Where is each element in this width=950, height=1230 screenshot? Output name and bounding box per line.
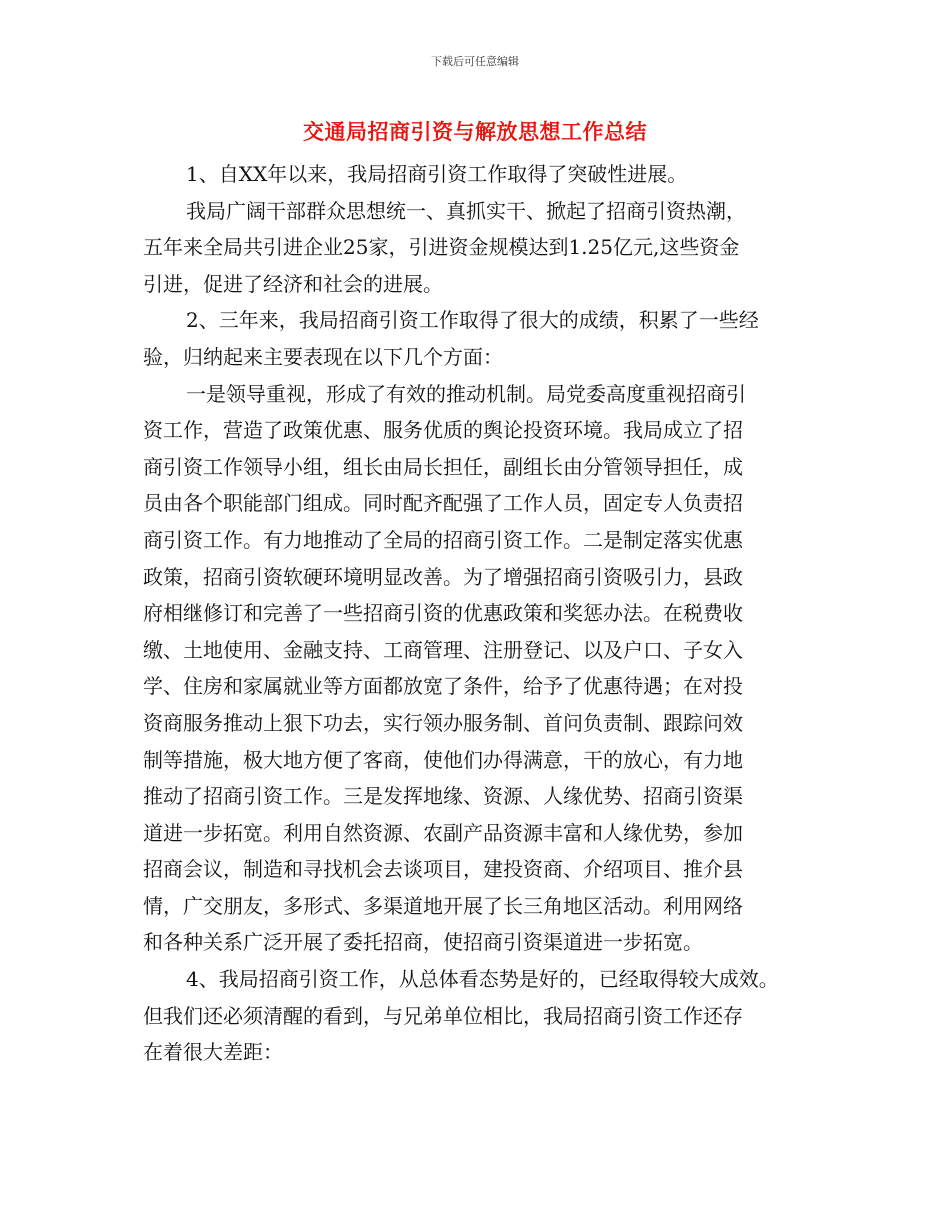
document-body [143,156,833,1071]
body-line: 制等措施，极大地方便了客商，使他们办得满意，干的放心，有力地 [143,747,743,772]
body-line: 缴、土地使用、金融支持、工商管理、注册登记、以及户口、子女入 [143,637,743,662]
body-line: 情，广交朋友，多形式、多渠道地开展了长三角地区活动。利用网络 [143,893,743,918]
body-line: 商引资工作领导小组，组长由局长担任，副组长由分管领导担任，成 [143,454,743,479]
body-line: 政策，招商引资软硬环境明显改善。为了增强招商引资吸引力，县政 [143,564,743,589]
body-line: 验，归纳起来主要表现在以下几个方面： [143,344,503,369]
body-line: 一是领导重视，形成了有效的推动机制。局党委高度重视招商引 [186,381,746,406]
body-line: 2、三年来，我局招商引资工作取得了很大的成绩，积累了一些经 [186,308,759,333]
body-line: 推动了招商引资工作。三是发挥地缘、资源、人缘优势、招商引资渠 [143,784,743,809]
body-line: 4、我局招商引资工作，从总体看态势是好的，已经取得较大成效。 [186,967,779,992]
body-line: 和各种关系广泛开展了委托招商，使招商引资渠道进一步拓宽。 [143,930,703,955]
body-line: 府相继修订和完善了一些招商引资的优惠政策和奖惩办法。在税费收 [143,601,743,626]
download-note: 下载后可任意编辑 [431,55,519,68]
body-line: 员由各个职能部门组成。同时配齐配强了工作人员，固定专人负责招 [143,491,743,516]
body-line: 我局广阔干部群众思想统一、真抓实干、掀起了招商引资热潮， [186,198,746,223]
body-line: 商引资工作。有力地推动了全局的招商引资工作。二是制定落实优惠 [143,527,743,552]
body-line: 在着很大差距： [143,1040,283,1065]
body-line: 学、住房和家属就业等方面都放宽了条件，给予了优惠待遇；在对投 [143,674,743,699]
document-title: 交通局招商引资与解放思想工作总结 [303,120,647,144]
body-line: 但我们还必须清醒的看到，与兄弟单位相比，我局招商引资工作还存 [143,1003,743,1028]
body-line: 资工作，营造了政策优惠、服务优质的舆论投资环境。我局成立了招 [143,418,743,443]
body-line: 资商服务推动上狠下功去，实行领办服务制、首问负责制、跟踪问效 [143,710,743,735]
body-line: 招商会议，制造和寻找机会去谈项目，建投资商、介绍项目、推介县 [143,857,743,882]
body-line: 五年来全局共引进企业25家，引进资金规模达到1.25亿元,这些资金 [143,235,740,260]
body-line: 1、自XX年以来，我局招商引资工作取得了突破性进展。 [186,162,688,186]
body-line: 道进一步拓宽。利用自然资源、农副产品资源丰富和人缘优势，参加 [143,820,743,845]
body-line: 引进，促进了经济和社会的进展。 [143,271,443,296]
